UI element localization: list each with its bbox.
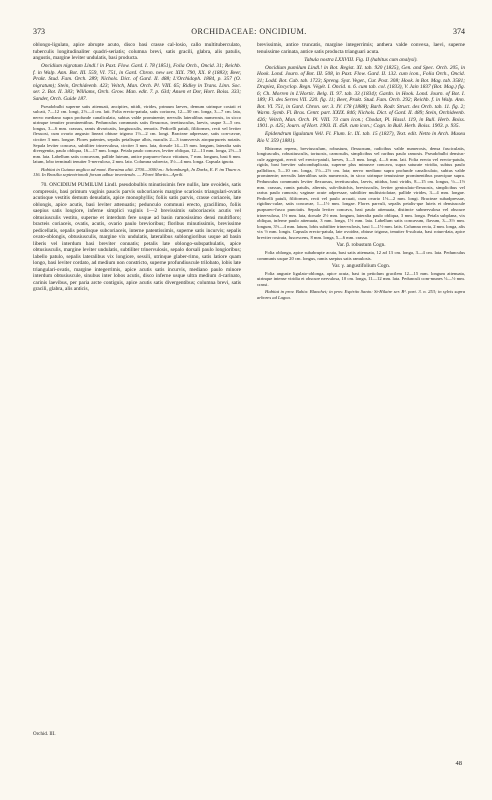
running-header <box>33 27 465 37</box>
variety-robustum: Var. β. robustum Cogn. <box>336 242 386 249</box>
habitat-pumilum: Habitat in prov. Bahia: Blanchet; in prov. Espirito Santo: St-Hilaire ser. B¹. part. 3. n. 253; in sylvis supra arbores ad Lagoa. <box>257 289 465 300</box>
synonymy-oncidium-nigratum: Oncidium nigratum Lindl.! in Paxt. Flow. Gard. I. 78 (1851), Folia Orch., Oncid. 31; Reichb. f. in Walp. Ann. Bot. III. 559, VI. 751, in Gard. Chron. new ser. XIX. 790, XX. 8 (1883); Beer, Prakt. Stud. Fam. Orch. 289; Nichols. Dict. of Gard. II. 488; L'Orchidoph. 1884, p. 357 (O. nigratum); Stein, Orchideenb. 423; Veitch, Man. Orch. Pl. VIII. 65; Ridley in Trans. Linn. Soc. ser. 2. Bot. II. 383; Williams, Orch. Grow. Man. edit. 7. p. 634; Ansen et Dor, Hort. Boiss. 333; Sander, Orch. Guide 187. <box>33 63 241 102</box>
plate-reference: Tabula nostra LXXVIII. Fig. II (habitus cum analysi). <box>304 56 418 63</box>
sheet-number: 48 <box>455 760 462 767</box>
right-page-number: 374 <box>453 27 465 36</box>
description-robustum: Folia oblonga, apice subabrupte acuta, basi satis attenuata, 12 ad 13 cm. longa, 3—4 cm. lata. Pedunculus communis usque 20 cm. longus, ramis saepius satis ramulosis. <box>257 250 465 261</box>
synonymy-epidendrum: Epidendrum ligulatum Vell. Fl. Flum. Ic. IX. tab. 15 (1827), Text. edit. Netto in Arch. Museu Rio V. 359 (1881). <box>257 131 465 144</box>
description-pumilum: Rhizoma repens, breviusculum, robustum, flexuosum, radicibus valde numerosis, densa fasciculatis, longiusculis, robustiusculis, tortuosis, carnosulis, simplicibus vel raribus paulo ramosis. Pseudobulbi densius-cule aggregati, erecti vel erecto-patuli, laeves, 3—5 mm. longi, 4—6 mm. lati. Folia erecta vel erecto-patula, rigida, basi breviter subconduplicata, superne plus minusve concava, supra saturate viridia, subtus paulo pallidiora, 5—10 cm. longa, 1½—2½ cm. lata; nervo mediano supra profunde canaliculato, subtus valde prominente; nervulis lateralibus satis numerosis, in sicco utrinque tenuissime prominentibus praecipue supra. Pedunculus communis leviter flexuosus, teretiusculus, laevis, nitidus, basi viridis, 8—15 cm. longus, ½—1½ mm. crassus, ramis patulis, alternis, sub-distichis, brevissculis, leviter geniculato-flexuosis, simplicibus vel rarius paulo ramosis; vaginae acute adpressae, subtiliter multistriolatae, pallide virides, 3—4 mm. longae. Pedicelli patuli, filiformes, recti vel paulo arcuati, cum ovario 1½—2 mm. longi. Bracteae subadpressae, rigidius-culae, satis concavae, 1—1½ mm. longae. Flores parvuli, sepalis petalis-que luteis et densiuscule purpureo-fusco punctatis. Sepala leviter concava, basi paulo attenuata, distincte subnervulosa vel obscure trinervulosa, 1½ mm. lata, dorsale 2½ mm. longum, lateralia paulo obliqua, 3 mm. longa. Petala subplana, vix obliqua, inferne paulo attenuata, 3 mm. longa, 1½ mm. lata. Labellum satis concavum, flavum, 3—3½ mm. longum, 3½—4 mm. latum, lobis subtiliter trinervulosis, basi 1—1½ mm. latis. Columna recta, 2 mm. longa, alis vix ½ mm. longis. Capsula erecto-patula, late ovoidea, obtuse trigona, tenuiter 6-sulcata, basi rotun-data, apice breviter rostrata, fuscescens, 8 mm. longa, 5—6 mm. crassa. <box>257 145 465 240</box>
right-column <box>257 42 465 302</box>
synonymy-oncidium-pumilum: Oncidium pumilum Lindl.! in Bot. Regist. XI. tab. 920 (1825), Gen. and Spec. Orch. 205, in Hook. Lond. Journ. of Bot. III. 508, in Paxt. Flow. Gard. II. 132. cum icon., Folia Orch., Oncid. 31; Lodd. Bot. Cab. tab. 1723; Spreng. Syst. Veget., Cur. Post. 308; Hook. in Bot. Mag. tab. 3581; Drapiez, Encyclop. Regn. Végét. I. Oncid. n. 6. cum tab. col. (1833), V. Jain 1837 (Bot. Mag.) fig. 6; Ch. Morren in L'Hortic. Belg. II. 97. tab. 33 (1834); Gardn. in Hook. Lond. Journ. of Bot. I. 189; Fl. des Serres VII. 220. fig. 11; Beer, Prakt. Stud. Fam. Orch. 292; Reichb. f. in Walp. Ann. Bot. VI. 751, in Gard. Chron. ser. 3. IV. 178 (1888); Barb. Rodr. Struct. des Orch. tab. 11. fig. 2; Warm. Symb. Fl. Bras. Centr. part. XXIX. 846; Nichols. Dict. of Gard. II. 489; Stein, Orchideenb. 426; Veitch, Man. Orch. Pl. VIII. 73 cum icon.; Chodat, Pl. Hassl. 119, in Bull. Herb. Boiss. 1901. p. 425; Journ. of Hort. 1903. II. 458. cum icon.; Cogn. in Bull. Herb. Boiss. 1903. p. 935. <box>257 64 465 129</box>
habitat-nigratum: Habitat in Guiana anglica ad mont. Roraima altit. 2700—3000 m.: Schomburgk, Jn Darks, E. F. im Thurn n. 116. In Brasilia septentrionali forsan adhuc inveniendo. — Floret Martio—Aprili. <box>33 166 241 178</box>
variety-angustifolium: Var. γ. angustifolium Cogn. <box>331 262 391 269</box>
description-continued: oblongo-ligulato, apice abrupte acuto, disco basi crasse cal-losio, callo multituberculato, tuberculis longitudinaliter quadri-seriatis; columna brevi, satis gracili, glabra, alis patulis, angustis, margine leviter undulatis, basi producta. <box>33 42 241 61</box>
left-column <box>33 42 241 294</box>
left-page-number: 373 <box>33 27 45 36</box>
signature-mark: Orchid. III. <box>33 732 56 737</box>
description-angustifolium: Folia anguste ligulato-oblonga, apice acuta, basi in petiolum gracilem 12—15 mm. longum attenuata, utrinque intense viridia et obscure nervulosa, 10 cm. longa, 11—12 mm. lata. Pedunculi com-munes ⅓—½ mm. crassi. <box>257 270 465 287</box>
diagnosis-continued: brevissimis, antice truncatis, margine integerrimis; anthera valde convexa, laevi, superne tenuissime carinata, antice satis producta trianguari acuta. <box>257 42 465 55</box>
header-title: ORCHIDACEAE: ONCIDIUM. <box>191 27 307 36</box>
description-nigratum: Pseudobulbi superne satis attenuati, ancipites, nitidi, virides, primum laeves, demum utrinque costati et sulcati, 7—12 cm. longi, 2½—4 cm. lati. Folia erecto-patula, satis coriacea, 12—30 cm. longa, 3—7 cm. lata, nervo mediano supra profunde canaliculato, subtus valde prominente; nervulis lateralibus numerosis, in sicco utrinque tenuiter prominentibus. Pedunculus communis satis flexuosus, teretiusculus, laevis, usque 3—5 cm. longus, 3—6 mm. crassus, ramis divaricatis, longiusculis, remotis. Pedicelli patuli, filiformes, recti vel leviter flexuosi, cum ovario angusto lineari obtuse trigono 1½—2 cm. longi. Bracteae adpressae, satis con-cavae, circiter 3 mm. longae. Flores patentes, sepalis petalisque albis, maculis 2—3 transversis atropurpureis notatis. Sepala leviter concava, subtiliter trinervulosa, circiter 3 mm. lata, dorsale 14—15 mm. longum, lateralia satis divergentia, paulo obliqua, 16—17 mm. longa. Petala paulo concava, leviter obliqua, 12—13 mm. longa, 2½—3 mm. lata. Labellum satis concavum, pallide luteum, antice purpureo-fusco vittatum, 7 mm. longum, basi 6 mm. latum, lobo terminali tenuiter 5-nervuloso, 2 mm. lato. Columna subrecta, 3½—4 mm. longa. Capsula ignota. <box>33 103 241 165</box>
species-70-diagnosis: 70. ONCIDIUM PUMILUM Lindl. pseudobulbis minutissimis fere nullis, late ovoideis, satis compressis, basi primum vaginis paucis parvis subcoriaceis margine scariosis triangulari-ovatis acutisque vestitis demum denudatis, apice monophyllis; foliis satis parvis, crasse coriaceis, late oblongis, apice acutis, basi leviter attenuatis; pedunculo communi erecto, gracillimo, foliis saepius satis longiore, inferne simplici vaginis 1—2 brevissimis subcoriaceis acutis vel obtusiusculis vestito, superne et interdum fere usque ad basin ramosissimo densi multifloro; bracteis coriaceis, ovatis, acutis, ovario paulo brevioribus; floribus minutissimis, brevissime pedicellatis, sepalis petalisque subcoriaceis, interne patentissimis, superne satis incurvis; sepalis ovato-oblongis, obtusiusculis, margine vix undulatis, lateralibus sublongioribus usque ad basin liberis vel interdum basi breviter connatis; petalis late oblongo-subspathulatis, apice obtusiusculis, margine leviter undulatis, subtiliter trinervulosis, sepalo dorsali paulo longioribus; labello patulo, sepalis lateralibus vix longiore, sessili, utrinque glaber-rimo, satis latiore quam longo, basi leviter cordato, ad medium non constricto, superne profundiuscule trilobato, lobis late triangulari-ovatis, margine integerrimis, apice acutis satis incurvis, mediano paulo minore interdum obtusiuscule, sinubus inter lobos acutis, disco inferne usque ultra medium 4-carinato, carinis laevibus, per paria arcte contiguis, apice acutis satis divergentibus; columna brevi, satis gracili, glabra, alis anticis, <box>33 182 241 293</box>
